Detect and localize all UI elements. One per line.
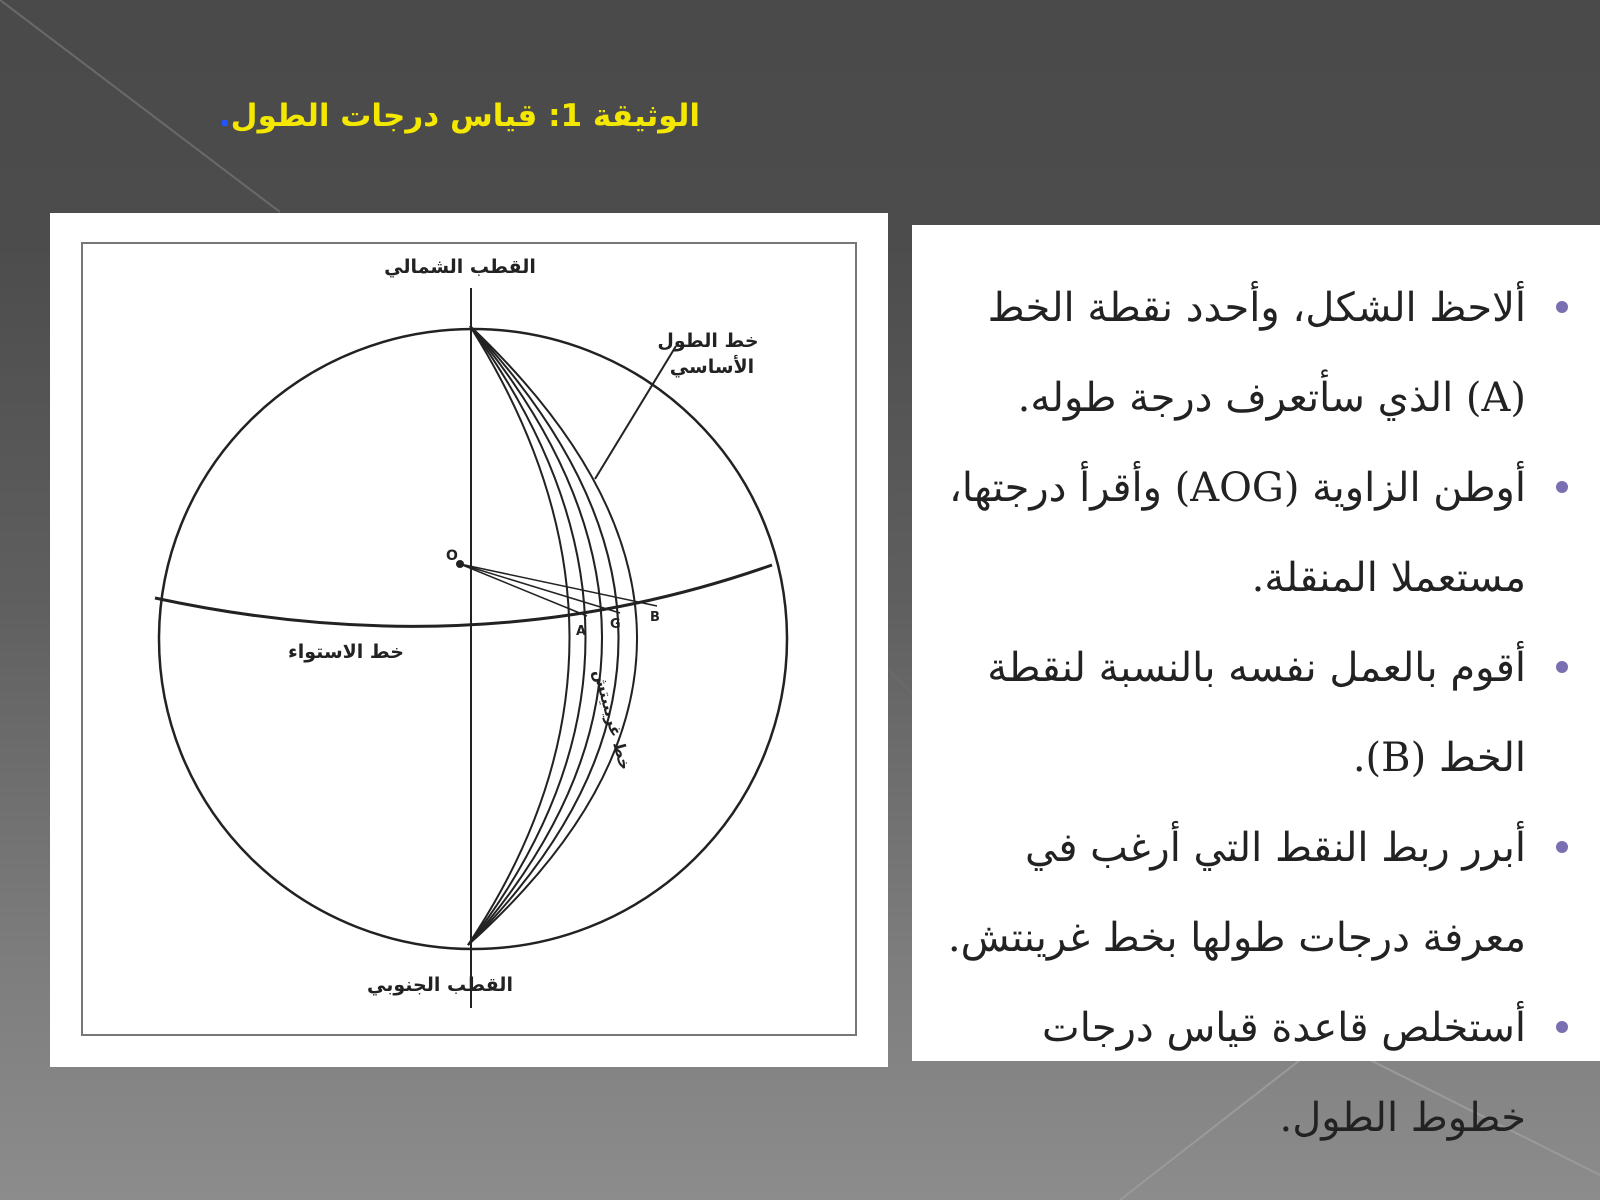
bullet-icon [1556, 301, 1568, 313]
instruction-item-4: أبرر ربط النقط التي أرغب في معرفة درجات طولها بخط غرينتش. [926, 803, 1570, 983]
prime-meridian-pointer [595, 346, 676, 479]
instruction-item-1: ألاحظ الشكل، وأحدد نقطة الخط (A) الذي سأتعرف درجة طوله. [926, 263, 1570, 443]
equator-line [155, 565, 772, 626]
bullet-icon [1556, 1021, 1568, 1033]
instruction-item-3: أقوم بالعمل نفسه بالنسبة لنقطة الخط (B). [926, 623, 1570, 803]
globe-outline [159, 329, 787, 949]
point-b-label: B [650, 610, 660, 625]
label-center: O [446, 548, 458, 564]
label-prime-meridian-line2: الأساسي [669, 356, 755, 378]
instruction-item-5: أستخلص قاعدة قياس درجات خطوط الطول. [926, 983, 1570, 1163]
label-greenwich: خط غرينيتش [589, 667, 635, 772]
label-north-pole: القطب الشمالي [384, 256, 536, 278]
meridian-lines [468, 326, 637, 945]
point-g-label: G [610, 617, 621, 632]
instructions-list [912, 225, 1600, 1163]
slide-title [200, 98, 700, 134]
instructions-panel [912, 225, 1600, 1141]
bullet-icon [1556, 481, 1568, 493]
label-prime-meridian-line1: خط الطول [657, 330, 759, 352]
slide-title-dot: . [218, 98, 231, 134]
longitude-diagram [50, 213, 888, 1067]
point-a-label: A [576, 624, 587, 639]
instruction-item-2: أوطن الزاوية (AOG) وأقرأ درجتها، مستعملا المنقلة. [926, 443, 1570, 623]
label-equator: خط الاستواء [288, 641, 404, 663]
angle-rays [460, 564, 657, 616]
label-south-pole: القطب الجنوبي [367, 974, 513, 996]
bullet-icon [1556, 841, 1568, 853]
slide-title-text: الوثيقة 1: قياس درجات الطول [230, 98, 700, 134]
longitude-diagram-panel [50, 213, 888, 1067]
bullet-icon [1556, 661, 1568, 673]
